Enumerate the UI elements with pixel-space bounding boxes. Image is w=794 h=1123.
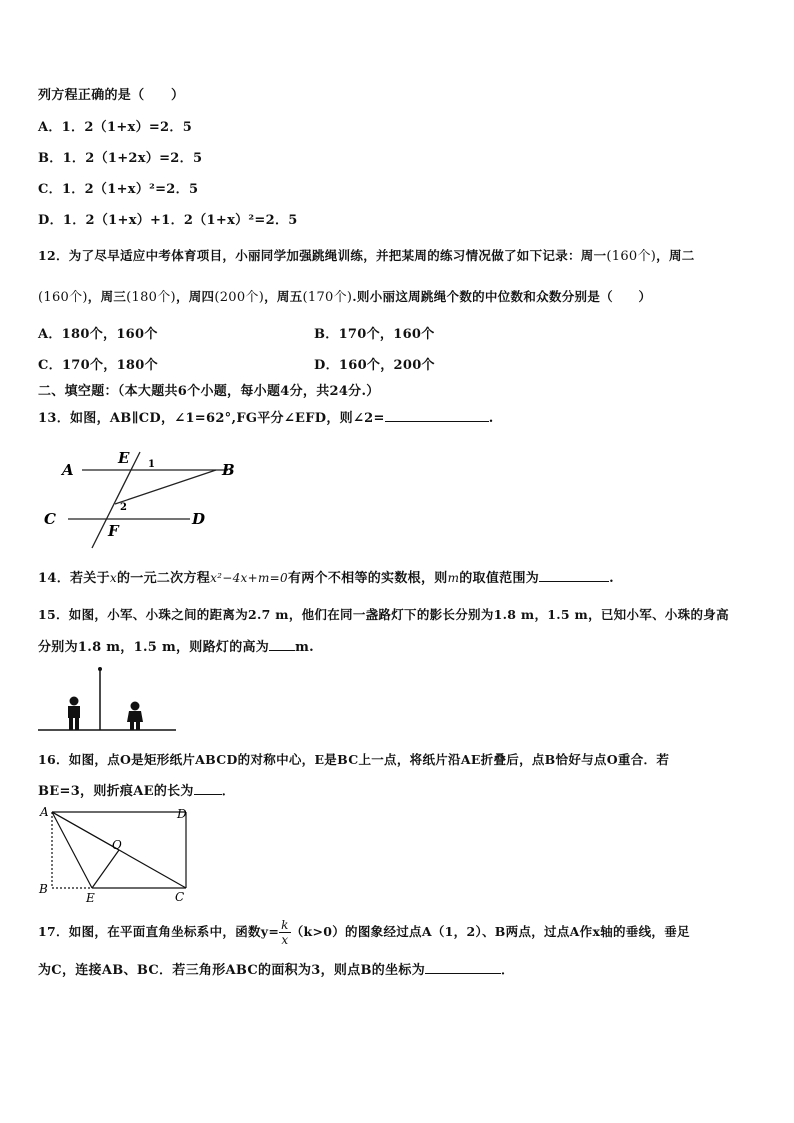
label-d: D — [192, 510, 206, 528]
q12-line1 — [38, 245, 695, 264]
q12-thu-count: (200个) — [214, 290, 265, 305]
q11-option-c: C．1．2（1+x）²=2．5 — [38, 182, 199, 197]
label-e: E — [86, 891, 95, 905]
q12-text-1a: 12．为了尽早适应中考体育项目，小丽同学加强跳绳训练，并把某周的练习情况做了如下记录：周一 — [38, 248, 607, 263]
q17-fraction — [279, 918, 291, 947]
q17-text-b: （k>0）的图象经过点A（1，2）、B两点，过点A作x轴的垂线，垂足 — [290, 924, 690, 939]
q15-figure — [36, 664, 178, 734]
q16-answer-blank[interactable] — [194, 782, 222, 795]
segment-eo — [92, 850, 119, 888]
q15-answer-blank[interactable] — [269, 638, 295, 651]
label-e: E — [118, 449, 130, 467]
q11-stem: 列方程正确的是（ ） — [38, 88, 185, 103]
label-c: C — [175, 890, 185, 904]
q11-option-b: B．1．2（1+2x）=2．5 — [38, 151, 203, 166]
q13-answer-blank[interactable] — [385, 409, 489, 422]
q14-text-d: 的取值范围为 — [459, 571, 540, 586]
q15-line2 — [38, 636, 314, 655]
q17-denominator: x — [281, 933, 289, 947]
label-b: B — [222, 461, 235, 479]
q16-end: ． — [221, 784, 236, 799]
q16-line2 — [38, 780, 235, 799]
section-2-title: 二、填空题：（本大题共6个小题，每小题4分，共24分.） — [38, 384, 380, 399]
lamp-icon — [98, 667, 102, 671]
q15-text: 分别为1.8 m，1.5 m，则路灯的高为 — [38, 640, 270, 655]
q12-text-1c: ，周二 — [656, 248, 695, 263]
q12-text-2b: ，周三 — [87, 289, 127, 304]
q17-text: 为C，连接AB、BC．若三角形ABC的面积为3，则点B的坐标为 — [38, 963, 425, 978]
q14-var-x: x — [109, 571, 117, 585]
q14-var-m: m — [447, 571, 460, 585]
q14-text-b: 的一元二次方程 — [116, 571, 211, 586]
label-o: O — [112, 838, 122, 852]
q16-line1: 16．如图，点O是矩形纸片ABCD的对称中心，E是BC上一点，将纸片沿AE折叠后，点B恰好与点O重合．若 — [38, 752, 670, 767]
q16-text: BE=3，则折痕AE的长为 — [38, 784, 194, 799]
person-xiaojun-icon — [68, 697, 80, 731]
label-f: F — [108, 522, 119, 540]
q11-option-a: A．1．2（1+x）=2．5 — [38, 120, 193, 135]
q15-line1: 15．如图，小军、小珠之间的距离为2.7 m，他们在同一盏路灯下的影长分别为1.8 m，1.5 m，已知小军、小珠的身高 — [38, 607, 729, 622]
q12-text-2h: .则小丽这周跳绳个数的中位数和众数分别是（ ） — [352, 289, 652, 304]
q12-option-b: B．170个，160个 — [314, 327, 435, 342]
q12-line2 — [38, 286, 651, 305]
q12-option-a: A．180个，160个 — [38, 327, 158, 342]
q14-text — [38, 567, 614, 586]
q12-mon-count: (160个) — [606, 249, 657, 264]
q17-end: ． — [501, 963, 515, 978]
q14-text-c: 有两个不相等的实数根，则 — [287, 571, 448, 586]
label-a: A — [62, 461, 74, 479]
angle-2-label: 2 — [120, 502, 127, 513]
angle-1-label: 1 — [148, 459, 155, 470]
q13-figure — [40, 444, 250, 550]
q12-option-d: D．160个，200个 — [314, 358, 435, 373]
label-a: A — [40, 805, 49, 819]
q14-answer-blank[interactable] — [539, 569, 609, 582]
q12-tue-count: (160个) — [38, 290, 88, 305]
q12-text-2f: ，周五 — [264, 289, 303, 304]
q15-end: m. — [295, 640, 314, 655]
person-xiaozhu-icon — [127, 702, 143, 731]
q13-text — [38, 407, 494, 426]
line-fg — [115, 470, 216, 504]
label-d: D — [177, 807, 187, 821]
q17-text-a: 17．如图，在平面直角坐标系中，函数y= — [38, 924, 280, 939]
q12-wed-count: (180个) — [126, 290, 176, 305]
label-c: C — [44, 510, 56, 528]
q14-equation: x²−4x+m=0 — [210, 571, 288, 585]
q17-numerator: k — [281, 918, 289, 932]
q11-option-d: D．1．2（1+x）+1．2（1+x）²=2．5 — [38, 213, 298, 228]
q16-figure — [36, 804, 192, 906]
q14-end: . — [609, 571, 614, 586]
q12-fri-count: (170个) — [302, 290, 353, 305]
q17-line2 — [38, 959, 514, 978]
q12-text-2d: ，周四 — [175, 289, 215, 304]
q13-end: . — [488, 411, 494, 426]
label-b: B — [39, 882, 48, 896]
q17-line1 — [38, 918, 690, 947]
q14-text-a: 14．若关于 — [38, 571, 110, 586]
q12-option-c: C．170个，180个 — [38, 358, 158, 373]
q13-stem: 13．如图，AB∥CD，∠1=62°,FG平分∠EFD，则∠2= — [38, 411, 385, 426]
q17-answer-blank[interactable] — [425, 961, 501, 974]
